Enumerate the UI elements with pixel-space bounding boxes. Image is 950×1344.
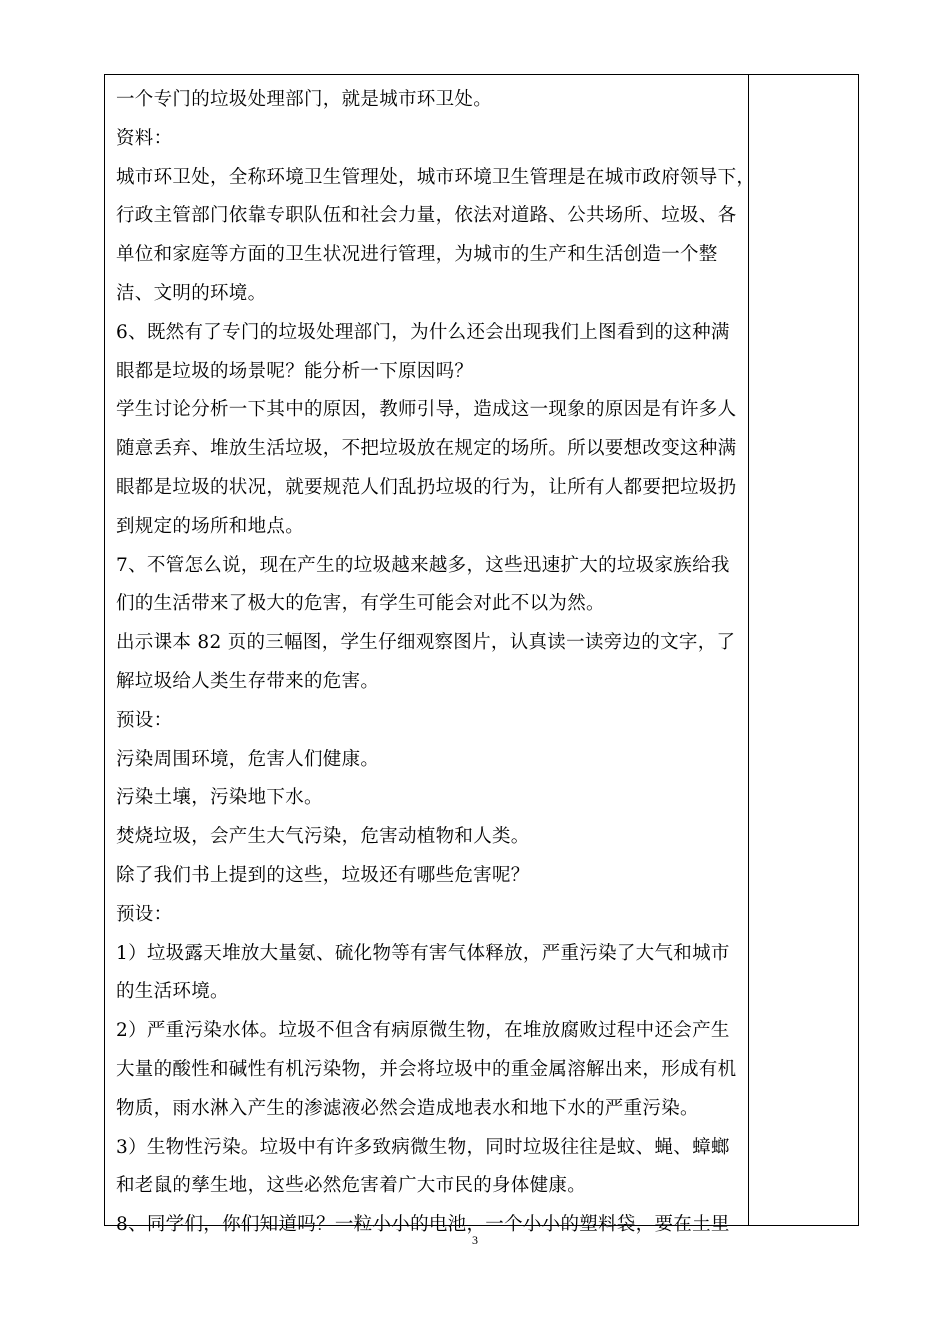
text-line: 资料： <box>116 127 173 149</box>
text-line: 8、同学们，你们知道吗？一粒小小的电池，一个小小的塑料袋，要在土里 <box>116 1214 730 1236</box>
lesson-table <box>104 74 859 1236</box>
text-line: 出示课本 82 页的三幅图，学生仔细观察图片，认真读一读旁边的文字，了 <box>116 632 736 654</box>
text-line: 6、既然有了专门的垃圾处理部门，为什么还会出现我们上图看到的这种满 <box>116 321 730 343</box>
text-line: 预设： <box>116 709 173 731</box>
text-line: 一个专门的垃圾处理部门，就是城市环卫处。 <box>116 89 493 110</box>
text-line: 的生活环境。 <box>116 981 229 1003</box>
text-line: 到规定的场所和地点。 <box>116 515 305 537</box>
text-line: 除了我们书上提到的这些，垃圾还有哪些危害呢？ <box>116 864 530 886</box>
column-divider <box>748 75 749 1225</box>
text-line: 3）生物性污染。垃圾中有许多致病微生物，同时垃圾往往是蚊、蝇、蟑螂 <box>116 1136 730 1158</box>
text-line: 城市环卫处，全称环境卫生管理处，城市环境卫生管理是在城市政府领导下， <box>116 166 756 188</box>
lesson-content-cell <box>116 81 756 1245</box>
text-line: 大量的酸性和碱性有机污染物，并会将垃圾中的重金属溶解出来，形成有机 <box>116 1058 737 1080</box>
text-line: 2）严重污染水体。垃圾不但含有病原微生物，在堆放腐败过程中还会产生 <box>116 1020 730 1042</box>
text-line: 们的生活带来了极大的危害，有学生可能会对此不以为然。 <box>116 593 605 615</box>
text-line: 解垃圾给人类生存带来的危害。 <box>116 670 380 692</box>
text-line: 眼都是垃圾的场景呢？能分析一下原因吗？ <box>116 360 474 382</box>
text-line: 物质，雨水淋入产生的渗滤液必然会造成地表水和地下水的严重污染。 <box>116 1097 699 1119</box>
text-line: 焚烧垃圾，会产生大气污染，危害动植物和人类。 <box>116 826 530 848</box>
text-line: 和老鼠的孳生地，这些必然危害着广大市民的身体健康。 <box>116 1175 587 1197</box>
text-line: 行政主管部门依靠专职队伍和社会力量，依法对道路、公共场所、垃圾、各 <box>116 205 737 227</box>
text-line: 随意丢弃、堆放生活垃圾，不把垃圾放在规定的场所。所以要想改变这种满 <box>116 438 737 460</box>
text-line: 学生讨论分析一下其中的原因，教师引导，造成这一现象的原因是有许多人 <box>116 399 737 421</box>
text-line: 洁、文明的环境。 <box>116 282 267 304</box>
text-line: 污染周围环境，危害人们健康。 <box>116 748 380 770</box>
text-line: 污染土壤，污染地下水。 <box>116 787 323 809</box>
text-line: 预设： <box>116 903 173 925</box>
text-line: 单位和家庭等方面的卫生状况进行管理，为城市的生产和生活创造一个整 <box>116 244 718 266</box>
text-line: 1）垃圾露天堆放大量氨、硫化物等有害气体释放，严重污染了大气和城市 <box>116 942 730 964</box>
page-number: 3 <box>472 1233 478 1247</box>
text-line: 眼都是垃圾的状况，就要规范人们乱扔垃圾的行为，让所有人都要把垃圾扔 <box>116 476 737 498</box>
text-line: 7、不管怎么说，现在产生的垃圾越来越多，这些迅速扩大的垃圾家族给我 <box>116 554 730 576</box>
